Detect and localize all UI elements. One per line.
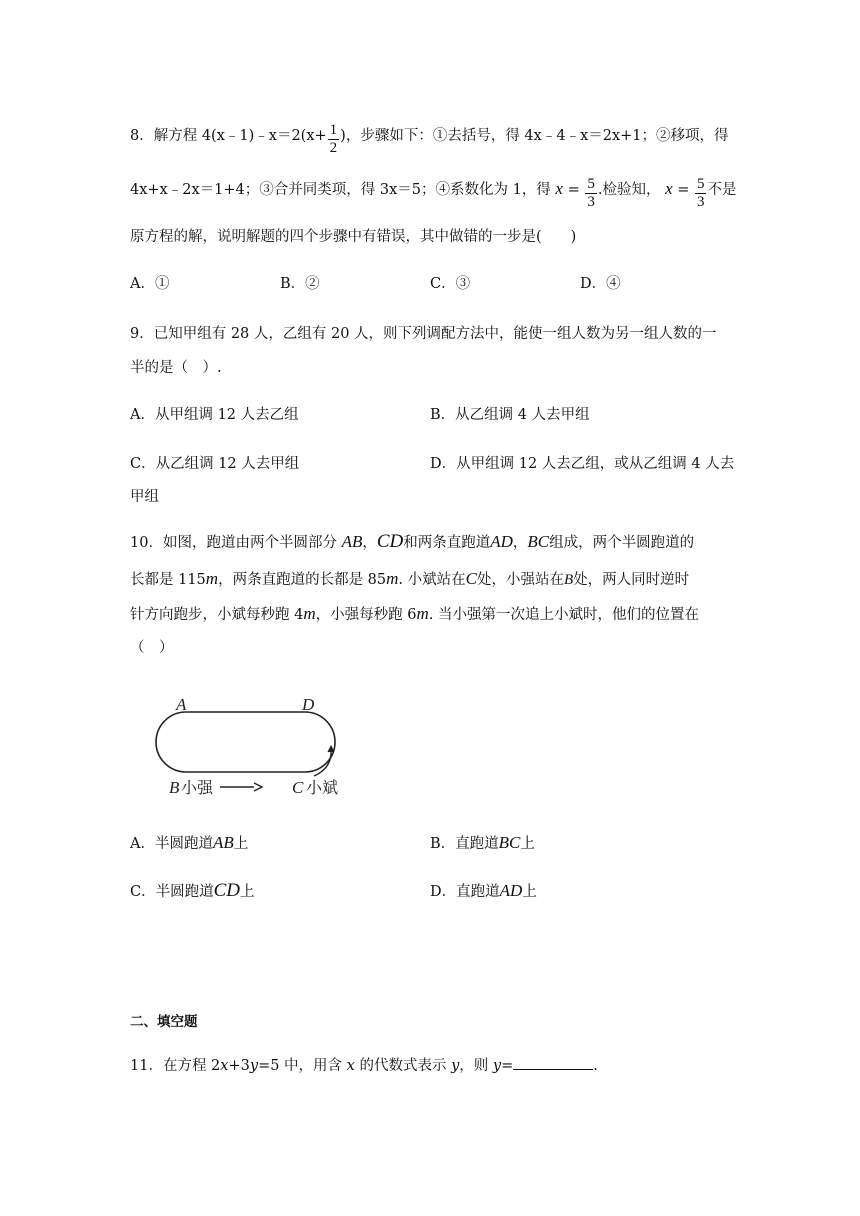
- q11-line: 11．在方程 2x+3y=5 中，用含 x 的代数式表示 y，则 y= .: [130, 1058, 598, 1074]
- track-figure: [150, 690, 360, 802]
- q8-option-d[interactable]: D．④: [580, 276, 621, 292]
- qiang-arrow-head: [254, 783, 262, 791]
- label-d: D: [302, 695, 315, 714]
- fraction-one-half: $\frac{1}{2}$: [329, 122, 338, 156]
- q8-option-b[interactable]: B．②: [280, 276, 320, 292]
- q9-option-d-continued: 甲组: [130, 489, 159, 505]
- label-b: B: [169, 778, 180, 797]
- q8-option-c[interactable]: C．③: [430, 276, 471, 292]
- q10-line4: （ ）: [130, 640, 174, 656]
- q8-line3: 原方程的解，说明解题的四个步骤中有错误，其中做错的一步是( ): [130, 229, 577, 245]
- q10-line2: 长都是 115m，两条直跑道的长都是 85m. 小斌站在C处，小强站在B处，两人同时逆时: [130, 569, 690, 588]
- label-qiang: 小强: [181, 778, 214, 797]
- q10-option-c[interactable]: C．半圆跑道CD上: [130, 880, 255, 901]
- q9-option-d[interactable]: D．从甲组调 12 人去乙组，或从乙组调 4 人去: [430, 456, 735, 472]
- section-heading: 二、填空题: [130, 1014, 198, 1030]
- answer-blank[interactable]: [513, 1057, 593, 1070]
- label-a: A: [176, 695, 187, 714]
- fraction-five-thirds: $\frac{5}{3}$: [587, 176, 595, 210]
- q10-option-d[interactable]: D．直跑道AD上: [430, 881, 537, 900]
- label-c: C: [292, 778, 304, 797]
- q9-line2: 半的是（ ）.: [130, 360, 222, 376]
- bin-arrow: [314, 750, 331, 776]
- q9-option-c[interactable]: C．从乙组调 12 人去甲组: [130, 456, 300, 472]
- q10-line1: 10．如图，跑道由两个半圆部分 AB，CD和两条直跑道AD，BC组成，两个半圆跑道的: [130, 531, 695, 552]
- q10-line3: 针方向跑步，小斌每秒跑 4m，小强每秒跑 6m. 当小强第一次追上小斌时，他们的位置在: [130, 604, 699, 623]
- q10-option-a[interactable]: A．半圆跑道AB上: [130, 833, 249, 852]
- track-outline: [156, 712, 335, 772]
- q8-line2: 4x+x﹣2x＝1+4；③合并同类项，得 3x＝5；④系数化为 1，得 x = $\frac{5}{3}$ .检验知， x = $\frac{5}{3}$ 不是: [130, 176, 737, 210]
- label-bin: 小斌: [306, 778, 339, 797]
- q9-option-b[interactable]: B．从乙组调 4 人去甲组: [430, 407, 590, 423]
- bin-arrow-head: [328, 746, 334, 752]
- q8-option-a[interactable]: A．①: [130, 276, 170, 292]
- q10-option-b[interactable]: B．直跑道BC上: [430, 833, 535, 852]
- fraction-five-thirds-2: $\frac{5}{3}$: [696, 176, 705, 210]
- q9-option-a[interactable]: A．从甲组调 12 人去乙组: [130, 407, 299, 423]
- q8-line1: 8．解方程 4(x﹣1)﹣x＝2(x+ $\frac{1}{2}$ )，步骤如下：①去括号，得 4x﹣4﹣x＝2x+1；②移项，得: [130, 122, 729, 156]
- q9-line1: 9．已知甲组有 28 人，乙组有 20 人，则下列调配方法中，能使一组人数为另一组人数的一: [130, 326, 717, 342]
